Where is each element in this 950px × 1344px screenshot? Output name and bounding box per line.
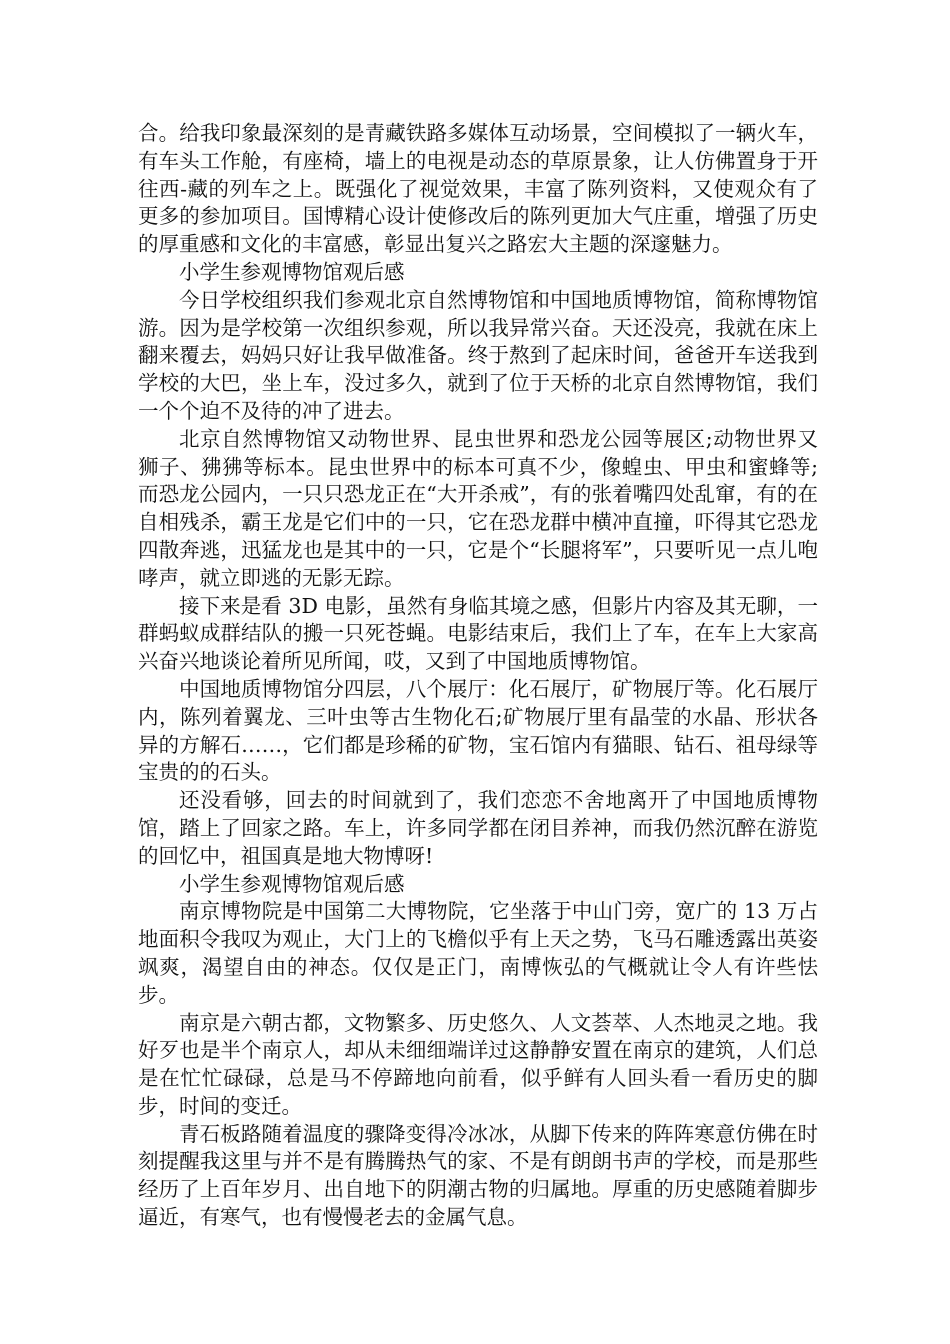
section-1-paragraph: 北京自然博物馆又动物世界、昆虫世界和恐龙公园等展区;动物世界又狮子、狒狒等标本。昆虫世界中的标本可真不少，像蝗虫、甲虫和蜜蜂等;而恐龙公园内，一只只恐龙正在“大开杀戒”，有的张着嘴四处乱窜，有的在自相残杀，霸王龙是它们中的一只，它在恐龙群中横冲直撞，吓得其它恐龙四散奔逃，迅猛龙也是其中的一只，它是个“长腿将军”，只要听见一点儿咆哮声，就立即逃的无影无踪。 [138, 426, 818, 590]
document-page [138, 120, 818, 1232]
section-1-title: 小学生参观博物馆观后感 [179, 259, 405, 284]
section-2-paragraph: 南京是六朝古都，文物繁多、历史悠久、人文荟萃、人杰地灵之地。我好歹也是半个南京人，却从未细细端详过这静静安置在南京的建筑，人们总是在忙忙碌碌，总是马不停蹄地向前看，似乎鲜有人回头看一看历史的脚步，时间的变迁。 [138, 1010, 818, 1118]
section-1-paragraph: 接下来是看 3D 电影，虽然有身临其境之感，但影片内容及其无聊，一群蚂蚁成群结队的搬一只死苍蝇。电影结束后，我们上了车，在车上大家高兴奋兴地谈论着所见所闻，哎，又到了中国地质博物馆。 [138, 593, 818, 674]
intro-paragraph: 合。给我印象最深刻的是青藏铁路多媒体互动场景，空间模拟了一辆火车，有车头工作舱，有座椅，墙上的电视是动态的草原景象，让人仿佛置身于开往西-藏的列车之上。既强化了视觉效果，丰富了陈列资料，又使观众有了更多的参加项目。国博精心设计使修改后的陈列更加大气庄重，增强了历史的厚重感和文化的丰富感，彰显出复兴之路宏大主题的深邃魅力。 [138, 121, 818, 257]
section-1-paragraph: 还没看够，回去的时间就到了，我们恋恋不舍地离开了中国地质博物馆，踏上了回家之路。车上，许多同学都在闭目养神，而我仍然沉醉在游览的回忆中，祖国真是地大物博呀! [138, 788, 818, 868]
section-2-title: 小学生参观博物馆观后感 [179, 871, 405, 896]
section-1-paragraph: 中国地质博物馆分四层，八个展厅：化石展厅，矿物展厅等。化石展厅内，陈列着翼龙、三叶虫等古生物化石;矿物展厅里有晶莹的水晶、形状各异的方解石……，它们都是珍稀的矿物，宝石馆内有猫眼、钻石、祖母绿等宝贵的的石头。 [138, 676, 818, 785]
section-1-paragraph: 今日学校组织我们参观北京自然博物馆和中国地质博物馆，简称博物馆游。因为是学校第一次组织参观，所以我异常兴奋。天还没亮，我就在床上翻来覆去，妈妈只好让我早做准备。终于熬到了起床时间，爸爸开车送我到学校的大巴，坐上车，没过多久，就到了位于天桥的北京自然博物馆，我们一个个迫不及待的冲了进去。 [138, 287, 818, 423]
section-2-paragraph: 青石板路随着温度的骤降变得冷冰冰，从脚下传来的阵阵寒意仿佛在时刻提醒我这里与并不是有腾腾热气的家、不是有朗朗书声的学校，而是那些经历了上百年岁月、出自地下的阴潮古物的归属地。厚重的历史感随着脚步逼近，有寒气，也有慢慢老去的金属气息。 [138, 1121, 818, 1230]
section-2-paragraph: 南京博物院是中国第二大博物院，它坐落于中山门旁，宽广的 13 万占地面积令我叹为观止，大门上的飞檐似乎有上天之势，飞马石雕透露出英姿飒爽，渴望自由的神态。仅仅是正门，南博恢弘的气概就让令人有许些怯步。 [138, 899, 818, 1007]
